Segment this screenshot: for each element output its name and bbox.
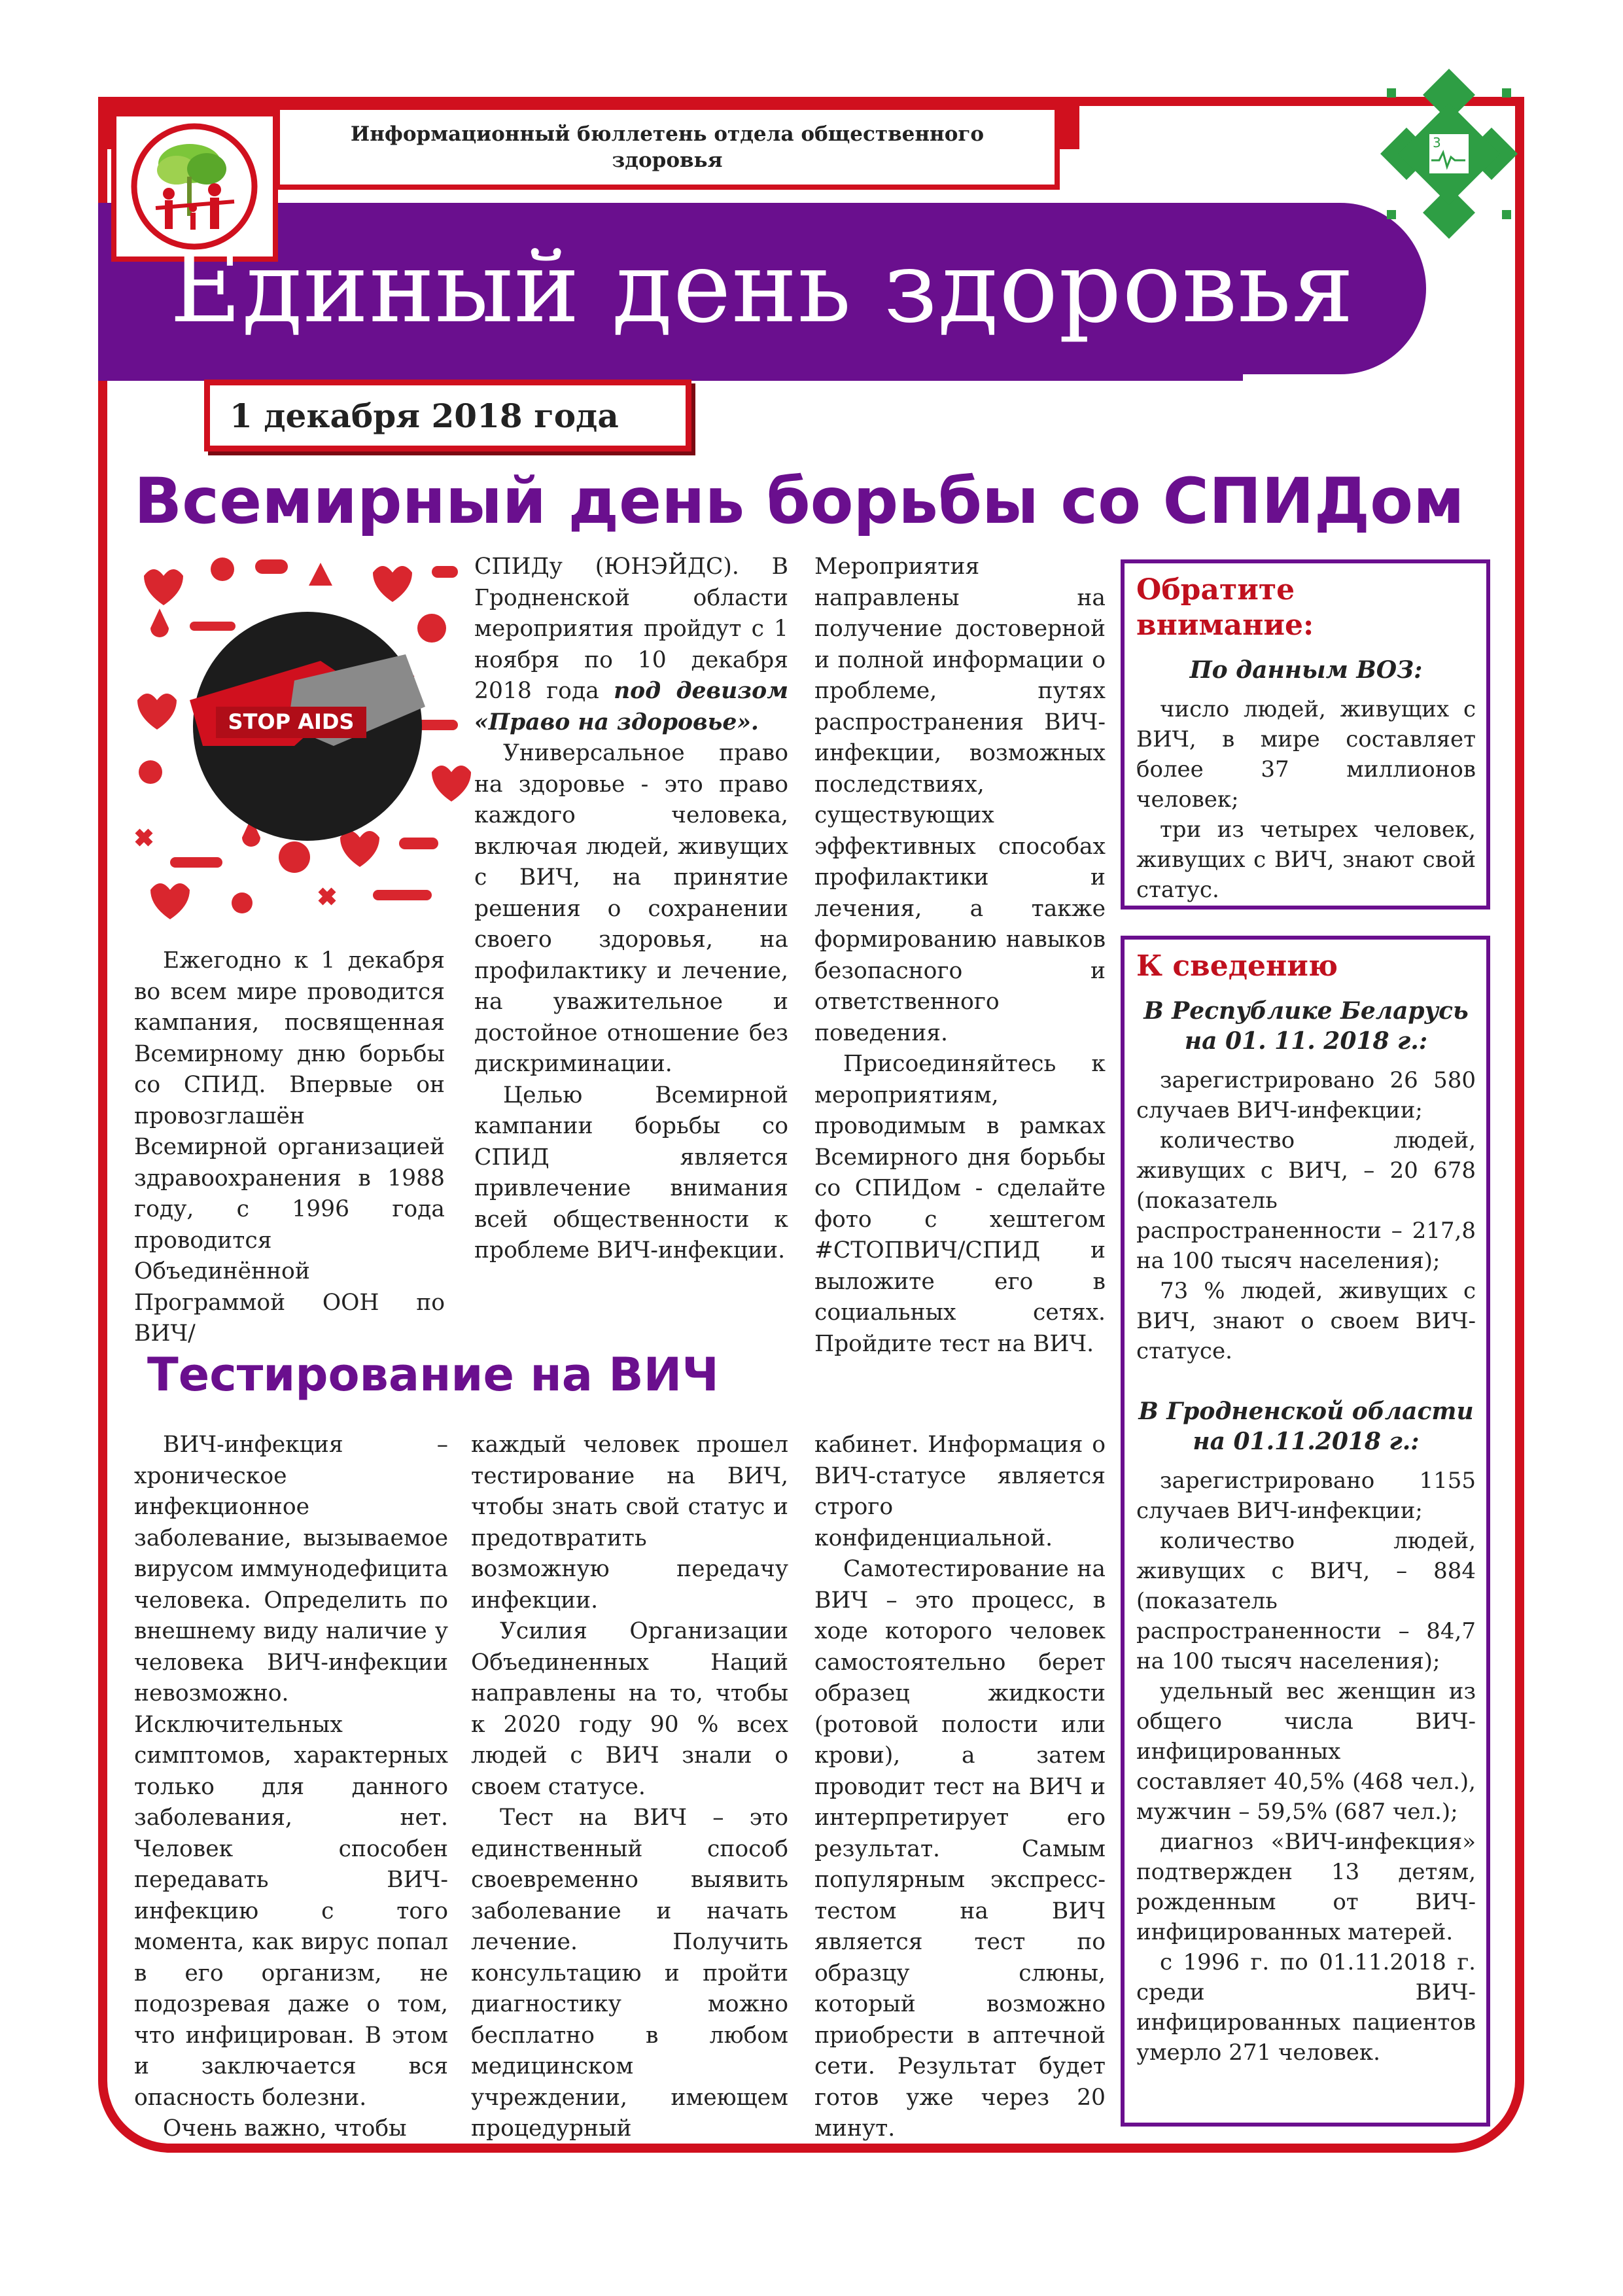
paragraph: кабинет. Информация о ВИЧ-статусе является строго конфиденциальной.: [814, 1432, 1106, 1551]
paragraph: Тест на ВИЧ – это единственный способ своевременно выявить заболевание и начать лечение. Получить консультацию и пройти диагностику можно бесплатно в любом медицинском учреждении, имеющем процедурный: [471, 1805, 788, 2142]
testing-column-2: [471, 1430, 788, 2145]
list-item: 73 % людей, живущих с ВИЧ, знают о своем ВИЧ-статусе.: [1136, 1278, 1476, 1364]
health-emblem: [1367, 62, 1531, 245]
list-item: удельный вес женщин из общего числа ВИЧ-инфицированных составляет 40,5% (468 чел.), мужчин – 59,5% (687 чел.);: [1136, 1678, 1476, 1825]
paragraph: Универсальное право на здоровье - это право каждого человека, включая людей, живущих с ВИЧ, на принятие решения о сохранении своего здоровья, на профилактику и лечение, на уважительное и достойное отношение без дискриминации.: [474, 740, 788, 1077]
paragraph-text: СПИДу (ЮНЭЙДС). В Гродненской области мероприятия пройдут с 1 ноября по 10 декабря 2018 года: [474, 554, 788, 704]
grodno-subtitle: В Гродненской области на 01.11.2018 г.:: [1138, 1398, 1474, 1455]
section-heading-hiv-testing: Тестирование на ВИЧ: [147, 1348, 719, 1402]
ornament-emblem-icon: [1367, 62, 1531, 245]
info-box: [1121, 936, 1490, 2127]
attention-title: Обратите внимание:: [1136, 573, 1314, 642]
bulletin-line-1: Информационный бюллетень отдела общественного: [350, 122, 985, 146]
list-item: количество людей, живущих с ВИЧ, – 20 678 (показатель распространенности – 217,8 на 100 тысяч населения);: [1136, 1127, 1476, 1274]
list-item: три из четырех человек, живущих с ВИЧ, знают свой статус.: [1136, 817, 1476, 903]
paragraph: Усилия Организации Объединенных Наций направлены на то, чтобы к 2020 году 90 % всех людей с ВИЧ знали о своем статусе.: [471, 1618, 788, 1800]
svg-text:3: 3: [1433, 135, 1441, 150]
attention-box: [1121, 559, 1490, 910]
section-heading-aids-day: Всемирный день борьбы со СПИДом: [134, 465, 1465, 538]
svg-text:STOP AIDS: STOP AIDS: [228, 709, 355, 734]
belarus-subtitle: В Республике Беларусь на 01. 11. 2018 г.:: [1143, 997, 1469, 1055]
aids-column-1: [134, 945, 445, 1350]
list-item: количество людей, живущих с ВИЧ, – 884 (показатель распространенности – 84,7 на 100 тысяч населения);: [1136, 1528, 1476, 1674]
testing-column-3: [814, 1430, 1106, 2145]
list-item: диагноз «ВИЧ-инфекция» подтвержден 13 детям, рожденным от ВИЧ-инфицированных матерей.: [1136, 1829, 1476, 1945]
paragraph: Самотестирование на ВИЧ – это процесс, в ходе которого человек самостоятельно берет образец жидкости (ротовой полости или крови), а затем проводит тест на ВИЧ и интерпретирует его результат. Самым популярным экспресс-тестом на ВИЧ является тест по образцу слюны, который возможно приобрести в аптечной сети. Результат будет готов уже через 20 минут.: [814, 1556, 1106, 2142]
paragraph: Ежегодно к 1 декабря во всем мире проводится кампания, посвященная Всемирному дню борьбы со СПИД. Впервые он провозглашён Всемирной организацией здравоохранения в 1988 году, с 1996 года проводится Объединённой Программой ООН по ВИЧ/: [134, 947, 445, 1347]
list-item: с 1996 г. по 01.11.2018 г. среди ВИЧ-инфицированных пациентов умерло 271 человек.: [1136, 1949, 1476, 2066]
aids-column-3: [814, 552, 1106, 1360]
slogan-text: под девизом «Право на здоровье».: [474, 678, 788, 735]
aids-column-2: [474, 552, 788, 1267]
list-item: число людей, живущих с ВИЧ, в мире составляет более 37 миллионов человек;: [1136, 696, 1476, 813]
paragraph: Присоединяйтесь к мероприятиям, проводимым в рамках Всемирного дня борьбы со СПИДом - сделайте фото с хештегом #СТОПВИЧ/СПИД и выложите его в социальных сетях. Пройдите тест на ВИЧ.: [814, 1051, 1106, 1357]
stop-aids-image: [124, 550, 471, 923]
who-subtitle: По данным ВОЗ:: [1189, 656, 1423, 684]
testing-column-1: [134, 1430, 448, 2145]
paragraph: ВИЧ-инфекция – хроническое инфекционное заболевание, вызываемое вирусом иммунодефицита человека. Определить по внешнему виду наличие у человека ВИЧ-инфекции невозможно. Исключительных симптомов, характерных только для данного заболевания, нет. Человек способен передавать ВИЧ-инфекцию с того момента, как вирус попал в его организм, не подозревая даже о том, что инфицирован. В этом и заключается вся опасность болезни.: [134, 1432, 448, 2111]
main-title: Единый день здоровья: [169, 231, 1355, 345]
date-label: 1 декабря 2018 года: [204, 380, 691, 451]
list-item: зарегистрировано 26 580 случаев ВИЧ-инфекции;: [1136, 1067, 1476, 1123]
paragraph: Очень важно, чтобы: [163, 2115, 407, 2142]
bulletin-header: [275, 105, 1060, 190]
paragraph: Мероприятия направлены на получение достоверной и полной информации о проблеме, путях распространения ВИЧ-инфекции, возможных последствиях, существующих эффективных способах профилактики и лечения, а также формированию навыков безопасного и ответственного поведения.: [814, 554, 1106, 1046]
stop-aids-illustration-icon: [124, 550, 471, 923]
info-title: К сведению: [1136, 949, 1338, 983]
list-item: зарегистрировано 1155 случаев ВИЧ-инфекции;: [1136, 1468, 1476, 1524]
paragraph: [474, 552, 788, 738]
bulletin-line-2: здоровья: [612, 149, 723, 172]
paragraph: каждый человек прошел тестирование на ВИЧ, чтобы знать свой статус и предотвратить возможную передачу инфекции.: [471, 1432, 788, 1614]
paragraph: Целью Всемирной кампании борьбы со СПИД является привлечение внимания всей общественности к проблеме ВИЧ-инфекции.: [474, 1082, 788, 1263]
